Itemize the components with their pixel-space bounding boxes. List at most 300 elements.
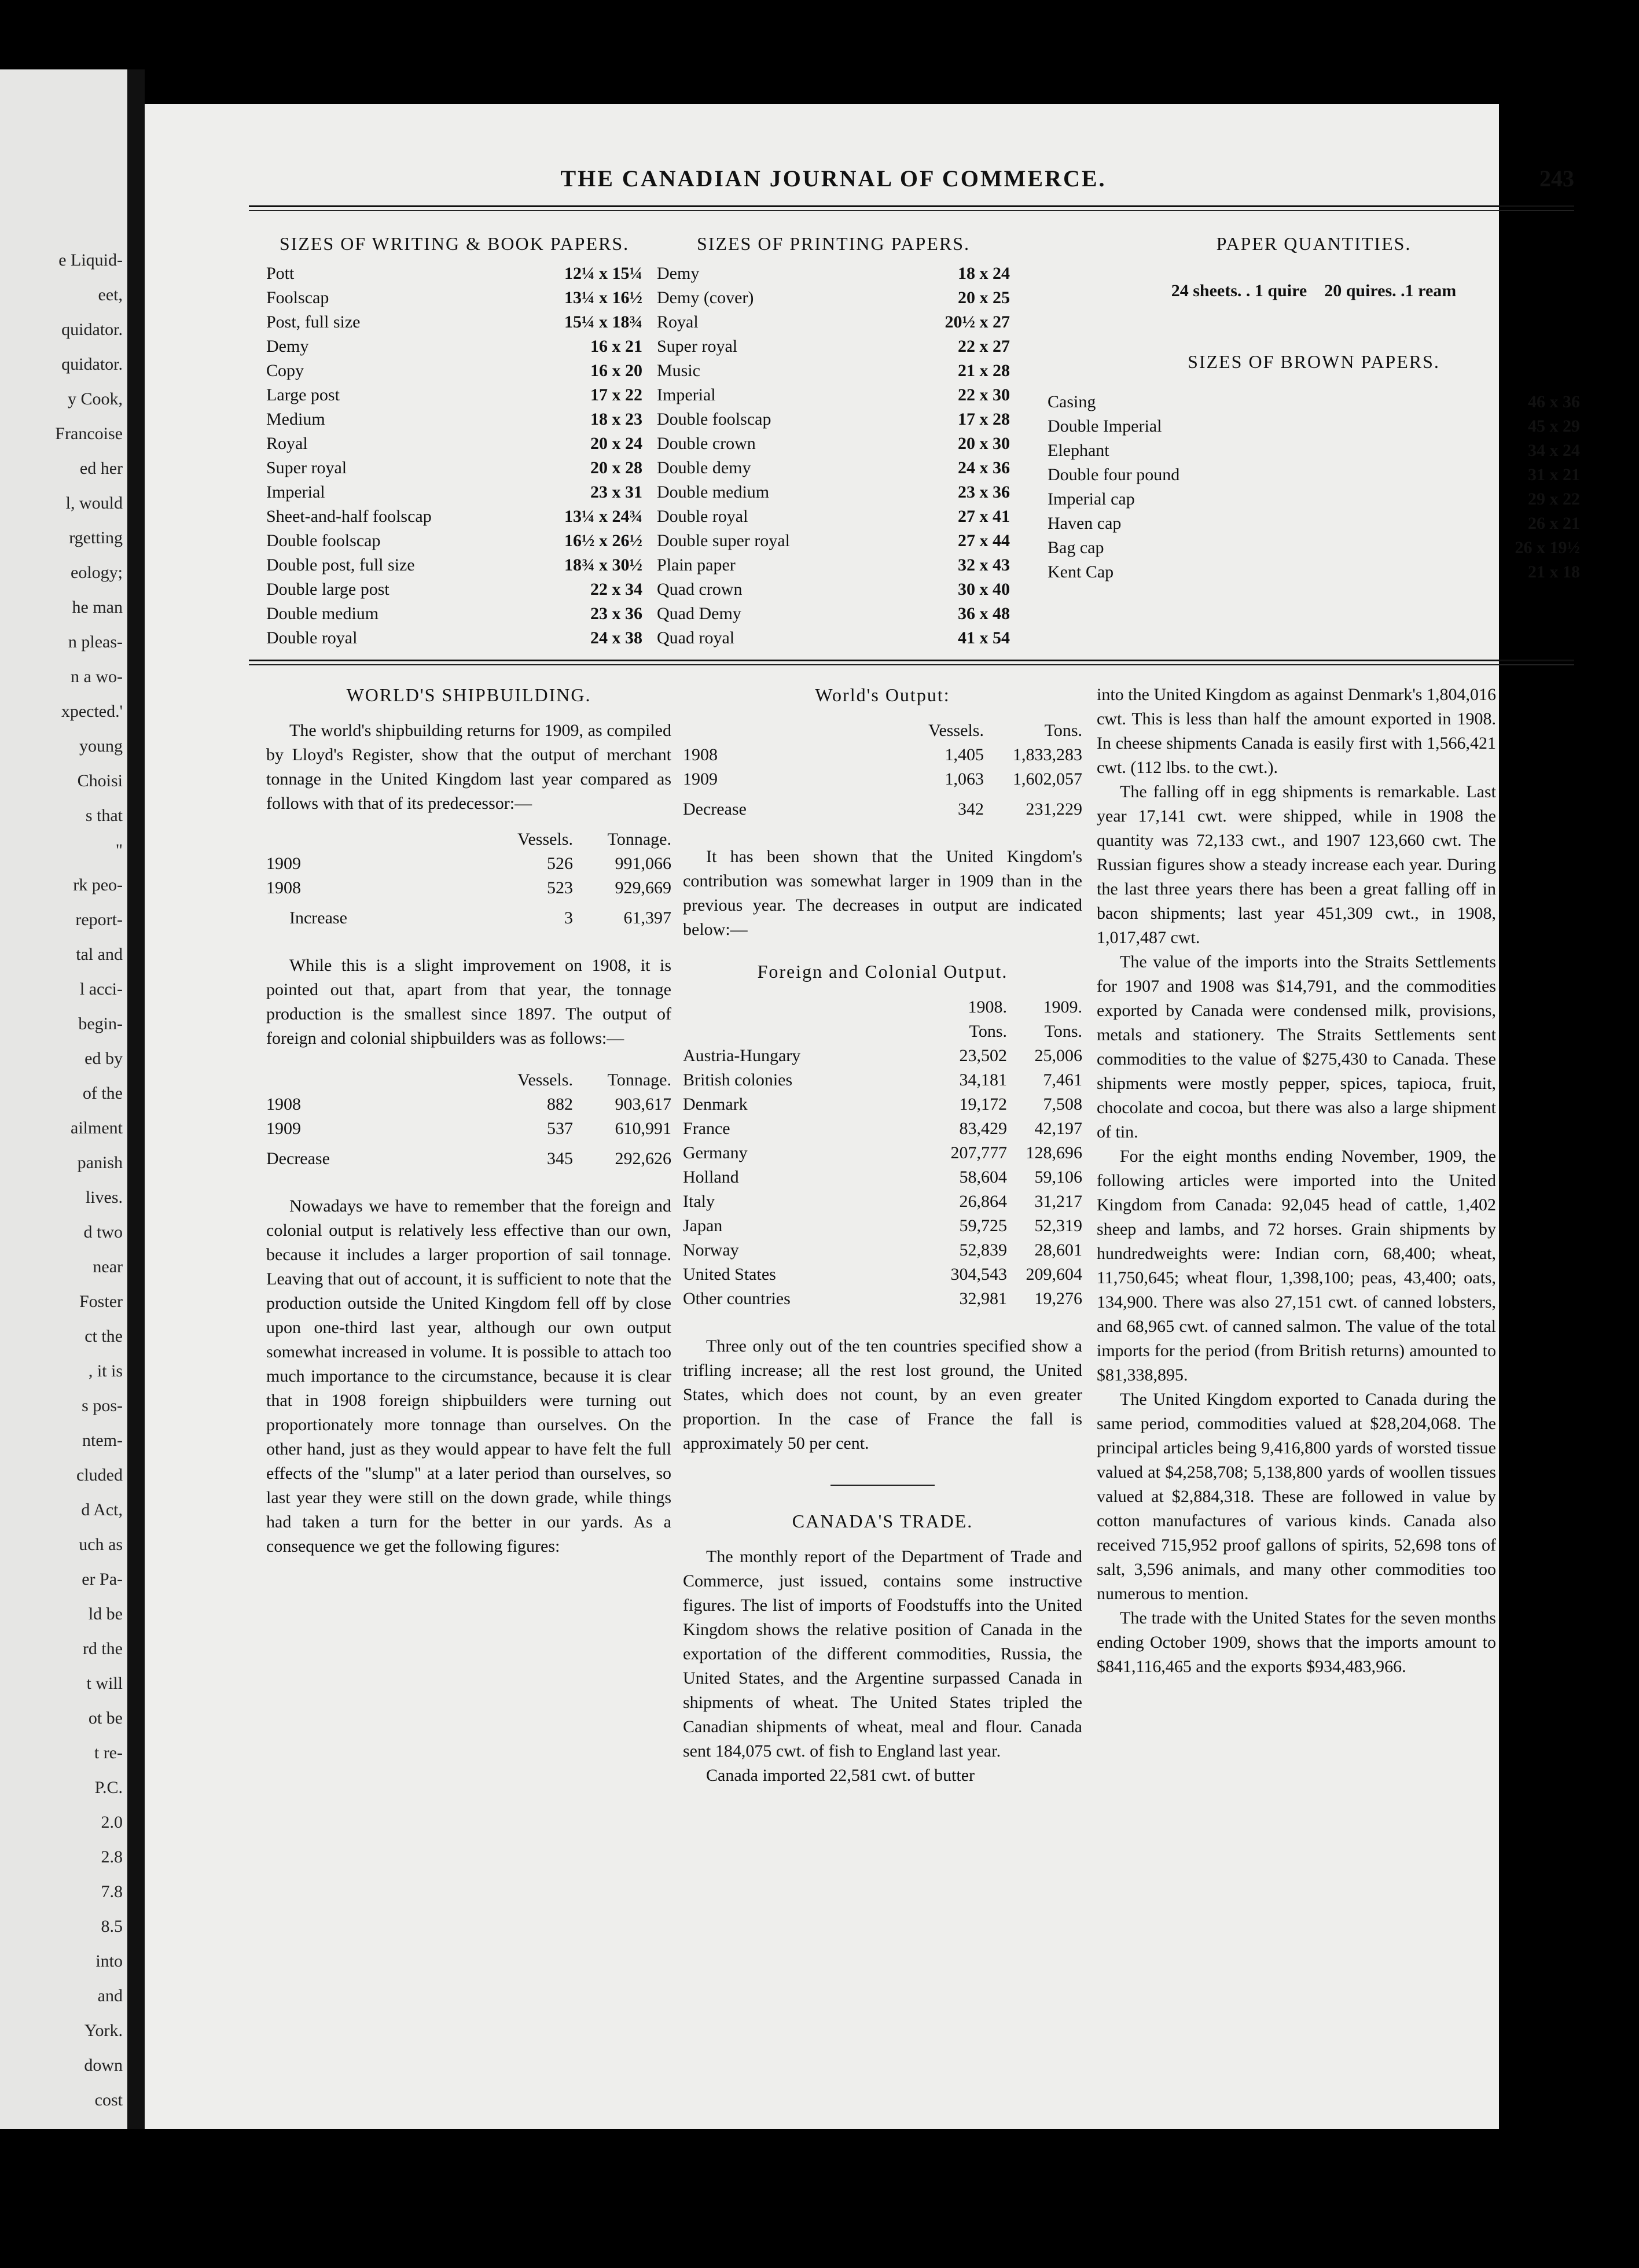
- row-value: 23,502: [959, 1046, 1007, 1065]
- size-dimensions: 31 x 21: [1528, 465, 1580, 484]
- size-dimensions: 20 x 30: [958, 434, 1010, 453]
- size-dimensions: 17 x 22: [590, 385, 642, 404]
- size-dimensions: 16½ x 26½: [564, 531, 642, 550]
- worlds-output-table: [683, 719, 1082, 822]
- col-head: 1908.: [968, 997, 1007, 1017]
- edge-line: near: [93, 1257, 123, 1276]
- size-row: [266, 407, 642, 432]
- size-dimensions: 21 x 18: [1528, 562, 1580, 581]
- size-name: Pott: [266, 264, 295, 283]
- row-value: 1,063: [945, 770, 984, 789]
- table-row: [683, 1092, 1082, 1117]
- edge-line: tal and: [76, 945, 123, 964]
- edge-line: , it is: [88, 1361, 123, 1380]
- size-name: Demy (cover): [657, 288, 754, 307]
- size-row: [657, 334, 1010, 359]
- shipbuilding-title: WORLD'S SHIPBUILDING.: [346, 684, 591, 705]
- size-row: [1048, 531, 1580, 555]
- size-name: Sheet-and-half foolscap: [266, 507, 432, 526]
- row-label: Denmark: [683, 1095, 748, 1114]
- size-row: [657, 286, 1010, 310]
- edge-line: he man: [72, 598, 123, 617]
- row-value: 207,777: [950, 1143, 1007, 1162]
- size-dimensions: 36 x 48: [958, 604, 1010, 623]
- size-row: [657, 407, 1010, 432]
- trade-para-2: Canada imported 22,581 cwt. of butter: [706, 1766, 975, 1785]
- row-value: 28,601: [1034, 1240, 1082, 1260]
- paper-quantities-title: PAPER QUANTITIES.: [1216, 233, 1412, 254]
- size-dimensions: 18¾ x 30½: [564, 555, 642, 575]
- edge-line: quidator.: [61, 355, 123, 374]
- row-value: 929,669: [615, 878, 671, 897]
- foreign-output-table: [266, 1068, 671, 1171]
- edge-line: ct the: [84, 1327, 123, 1346]
- size-name: Quad Demy: [657, 604, 741, 623]
- row-value: 19,172: [959, 1095, 1007, 1114]
- edge-line: e Liquid-: [58, 251, 123, 270]
- size-name: Copy: [266, 361, 304, 380]
- table-row: [683, 1165, 1082, 1190]
- edge-line: d Act,: [81, 1500, 123, 1519]
- row-label: Japan: [683, 1216, 723, 1235]
- size-dimensions: 24 x 36: [958, 458, 1010, 477]
- row-label: 1908: [266, 878, 301, 897]
- edge-line: P.C.: [94, 1778, 123, 1797]
- journal-page: [145, 104, 1580, 2129]
- row-value: 345: [547, 1149, 573, 1168]
- row-value: 59,725: [959, 1216, 1007, 1235]
- row-value: 1,602,057: [1013, 770, 1082, 789]
- size-name: Haven cap: [1048, 514, 1122, 533]
- worlds-output-title: World's Output:: [815, 684, 950, 705]
- col-head: Vessels.: [517, 1070, 573, 1089]
- row-value: 1,833,283: [1013, 745, 1082, 764]
- adjacent-page-text: [0, 243, 127, 2118]
- row-value: 52,319: [1034, 1216, 1082, 1235]
- row-value: 991,066: [615, 854, 671, 873]
- size-name: Super royal: [657, 337, 738, 356]
- size-dimensions: 26 x 21: [1528, 514, 1580, 533]
- size-row: [657, 262, 1010, 286]
- size-name: Double foolscap: [657, 410, 771, 429]
- size-name: Imperial cap: [1048, 489, 1135, 509]
- row-value: 209,604: [1026, 1265, 1082, 1284]
- size-row: [657, 456, 1010, 480]
- col-head: Tonnage.: [607, 830, 671, 849]
- size-dimensions: 22 x 34: [590, 580, 642, 599]
- edge-line: rgetting: [69, 528, 123, 547]
- col-head: Tonnage.: [607, 1070, 671, 1089]
- edge-line: 7.8: [101, 1882, 123, 1901]
- row-value: 304,543: [950, 1265, 1007, 1284]
- size-dimensions: 12¼ x 15¼: [564, 264, 642, 283]
- size-name: Plain paper: [657, 555, 736, 575]
- size-row: [1048, 458, 1580, 483]
- edge-line: lives.: [85, 1188, 123, 1207]
- edge-line: l, would: [65, 494, 123, 513]
- journal-title: THE CANADIAN JOURNAL OF COMMERCE.: [560, 165, 1107, 192]
- size-name: Demy: [657, 264, 700, 283]
- size-row: [266, 480, 642, 505]
- edge-line: young: [79, 737, 123, 756]
- edge-line: y Cook,: [67, 389, 123, 408]
- size-row: [266, 262, 642, 286]
- size-row: [657, 529, 1010, 553]
- size-row: [266, 505, 642, 529]
- size-row: [266, 286, 642, 310]
- size-name: Quad royal: [657, 628, 735, 647]
- edge-line: rd the: [82, 1639, 123, 1658]
- size-row: [657, 505, 1010, 529]
- col-head: 1909.: [1043, 997, 1082, 1017]
- table-row: [683, 1044, 1082, 1068]
- size-row: [266, 383, 642, 407]
- adjacent-page-edge: [0, 69, 127, 2129]
- size-row: [266, 310, 642, 334]
- size-name: Double medium: [266, 604, 379, 623]
- size-row: [657, 383, 1010, 407]
- header-rule: [249, 205, 1574, 207]
- edge-line: xpected.': [61, 702, 123, 721]
- col-head: Vessels.: [517, 830, 573, 849]
- row-value: 537: [547, 1119, 573, 1138]
- size-row: [657, 602, 1010, 626]
- edge-line: s pos-: [82, 1396, 123, 1415]
- edge-line: n pleas-: [68, 632, 123, 651]
- size-name: Double demy: [657, 458, 751, 477]
- size-row: [266, 432, 642, 456]
- edge-line: ed by: [84, 1049, 123, 1068]
- printing-papers-title: SIZES OF PRINTING PAPERS.: [696, 233, 971, 254]
- size-row: [657, 432, 1010, 456]
- page-gutter: [127, 69, 145, 2129]
- brown-papers-title: SIZES OF BROWN PAPERS.: [1188, 351, 1440, 372]
- size-name: Double post, full size: [266, 555, 415, 575]
- uk-output-table: [266, 827, 671, 930]
- table-row: [266, 876, 671, 900]
- row-value: 32,981: [959, 1289, 1007, 1308]
- size-row: [657, 577, 1010, 602]
- shipbuilding-column: [266, 683, 671, 1559]
- row-label: Norway: [683, 1240, 739, 1260]
- row-value: 292,626: [615, 1149, 671, 1168]
- section-rule-thin: [249, 664, 1574, 665]
- edge-line: cluded: [76, 1466, 123, 1485]
- section-rule: [249, 660, 1574, 661]
- size-name: Double large post: [266, 580, 389, 599]
- size-name: Super royal: [266, 458, 347, 477]
- size-name: Double royal: [266, 628, 358, 647]
- edge-line: er Pa-: [82, 1570, 123, 1589]
- output-para-2: Three only out of the ten countries specified show a trifling increase; all the rest lost ground, the United States, which does not count, by an even greater proportion. In the case of France the fall is approximately 50 per cent.: [683, 1337, 1082, 1453]
- trade-para-8: The trade with the United States for the seven months ending October 1909, shows that the imports amount to $841,116,465 and the exports $934,483,966.: [1097, 1608, 1496, 1676]
- col-unit: Tons.: [1044, 1022, 1082, 1041]
- edge-line: and: [97, 1986, 123, 2005]
- row-value: 26,864: [959, 1192, 1007, 1211]
- col-unit: Tons.: [969, 1022, 1007, 1041]
- row-value: 128,696: [1026, 1143, 1082, 1162]
- row-value: 610,991: [615, 1119, 671, 1138]
- edge-line: uch as: [79, 1535, 123, 1554]
- row-value: 523: [547, 878, 573, 897]
- row-value: 231,229: [1026, 800, 1082, 819]
- row-label: British colonies: [683, 1070, 793, 1089]
- header-rule-thin: [249, 210, 1574, 211]
- row-value: 58,604: [959, 1168, 1007, 1187]
- row-value: 882: [547, 1095, 573, 1114]
- row-label: United States: [683, 1265, 776, 1284]
- size-name: Double crown: [657, 434, 756, 453]
- printing-papers-table: [657, 231, 1010, 650]
- size-dimensions: 22 x 27: [958, 337, 1010, 356]
- table-row: [683, 1141, 1082, 1165]
- edge-line: t re-: [94, 1743, 123, 1762]
- edge-line: ld be: [88, 1604, 123, 1623]
- size-name: Double medium: [657, 483, 770, 502]
- edge-line: report-: [75, 910, 123, 929]
- foreign-colonial-title: Foreign and Colonial Output.: [757, 961, 1008, 982]
- row-value: 42,197: [1034, 1119, 1082, 1138]
- edge-line: York.: [84, 2021, 123, 2040]
- article-divider: [830, 1485, 935, 1486]
- table-row: [266, 1092, 671, 1117]
- size-dimensions: 18 x 24: [958, 264, 1010, 283]
- table-row: [683, 1117, 1082, 1141]
- running-header: [255, 165, 1574, 192]
- paper-quantities-line: 24 sheets. . 1 quire 20 quires. .1 ream: [1171, 281, 1457, 300]
- size-name: Casing: [1048, 392, 1096, 411]
- output-para-1: It has been shown that the United Kingdom's contribution was somewhat larger in 1909 than in the previous year. The decreases in output are indicated below:—: [683, 847, 1082, 939]
- edge-line: quidator.: [61, 320, 123, 339]
- size-name: Post, full size: [266, 312, 361, 332]
- row-label: Other countries: [683, 1289, 791, 1308]
- size-dimensions: 26 x 19½: [1515, 538, 1580, 557]
- table-row: [683, 743, 1082, 767]
- trade-para-6: For the eight months ending November, 1909, the following articles were imported into the United Kingdom from Canada: 92,045 head of cattle, 1,402 sheep and lambs, and 72 horses. Grain shipments by hundredweights were: Indian corn, 68,400; wheat, 11,750,645; wheat flour, 1,398,100; peas, 43,400; oats, 134,900. There was also 27,151 cwt. of canned lobsters, and 68,965 cwt. of canned salmon. The value of the total imports for the period (from British returns) amounted to $81,338,895.: [1097, 1147, 1496, 1385]
- size-row: [1048, 434, 1580, 458]
- row-label: Decrease: [266, 1149, 330, 1168]
- size-dimensions: 13¼ x 24¾: [564, 507, 642, 526]
- writing-papers-title: SIZES OF WRITING & BOOK PAPERS.: [279, 233, 630, 254]
- size-dimensions: 13¼ x 16½: [564, 288, 642, 307]
- size-row: [266, 626, 642, 650]
- size-dimensions: 16 x 20: [590, 361, 642, 380]
- output-column: [683, 683, 1082, 1788]
- size-name: Double foolscap: [266, 531, 381, 550]
- size-row: [266, 553, 642, 577]
- size-name: Imperial: [657, 385, 716, 404]
- shipbuilding-para-2: While this is a slight improvement on 1908, it is pointed out that, apart from that year, the tonnage production is the smallest since 1897. The output of foreign and colonial shipbuilders was as follows:—: [266, 956, 671, 1048]
- edge-line: l acci-: [79, 980, 123, 999]
- size-name: Demy: [266, 337, 309, 356]
- row-value: 31,217: [1034, 1192, 1082, 1211]
- row-label: Germany: [683, 1143, 748, 1162]
- row-label: France: [683, 1119, 730, 1138]
- row-value: 61,397: [623, 908, 671, 927]
- trade-para-5: The value of the imports into the Straits Settlements for 1907 and 1908 was $14,791, and the commodities exported by Canada were condensed milk, provisions, metals and stationery. The Straits Settlements sent commodities to the value of $275,430 to Canada. These shipments were mostly pepper, spices, tapioca, fruit, chocolate and cocoa, but there was also a large shipment of tin.: [1097, 952, 1496, 1142]
- size-row: [657, 626, 1010, 650]
- foreign-colonial-table: [683, 995, 1082, 1311]
- size-row: [657, 310, 1010, 334]
- table-row: [683, 1287, 1082, 1311]
- edge-line: 2.0: [101, 1813, 123, 1832]
- shipbuilding-para-1: The world's shipbuilding returns for 1909, as compiled by Lloyd's Register, show that the output of merchant tonnage in the United Kingdom last year compared as follows with that of its predecessor:—: [266, 721, 671, 813]
- size-row: [266, 359, 642, 383]
- table-row: [266, 1117, 671, 1141]
- row-value: 7,461: [1043, 1070, 1082, 1089]
- edge-line: ntem-: [82, 1431, 123, 1450]
- size-name: Double Imperial: [1048, 417, 1162, 436]
- size-dimensions: 18 x 23: [590, 410, 642, 429]
- edge-line: down: [84, 2056, 123, 2075]
- size-dimensions: 45 x 29: [1528, 417, 1580, 436]
- size-row: [266, 577, 642, 602]
- size-dimensions: 41 x 54: [958, 628, 1010, 647]
- row-label: Holland: [683, 1168, 739, 1187]
- size-dimensions: 30 x 40: [958, 580, 1010, 599]
- size-dimensions: 20 x 24: [590, 434, 642, 453]
- row-label: Italy: [683, 1192, 715, 1211]
- size-name: Double super royal: [657, 531, 790, 550]
- size-row: [1048, 410, 1580, 434]
- size-row: [657, 359, 1010, 383]
- size-dimensions: 46 x 36: [1528, 392, 1580, 411]
- size-dimensions: 29 x 22: [1528, 489, 1580, 509]
- row-value: 83,429: [959, 1119, 1007, 1138]
- size-row: [1048, 483, 1580, 507]
- edge-line: ot be: [88, 1709, 123, 1728]
- size-row: [1048, 555, 1580, 580]
- row-value: 19,276: [1034, 1289, 1082, 1308]
- size-name: Kent Cap: [1048, 562, 1114, 581]
- edge-line: Foster: [79, 1292, 123, 1311]
- row-label: Decrease: [683, 800, 747, 819]
- size-dimensions: 20 x 25: [958, 288, 1010, 307]
- row-value: 7,508: [1043, 1095, 1082, 1114]
- canadas-trade-title: CANADA'S TRADE.: [792, 1511, 973, 1531]
- size-row: [657, 553, 1010, 577]
- edge-line: panish: [77, 1153, 123, 1172]
- col-head: Vessels.: [928, 721, 984, 740]
- edge-line: eology;: [71, 563, 123, 582]
- size-dimensions: 24 x 38: [590, 628, 642, 647]
- size-row: [1048, 385, 1580, 410]
- table-row: [266, 852, 671, 876]
- size-dimensions: 15¼ x 18¾: [564, 312, 642, 332]
- size-dimensions: 16 x 21: [590, 337, 642, 356]
- size-name: Elephant: [1048, 441, 1109, 460]
- size-dimensions: 23 x 31: [590, 483, 642, 502]
- row-label: Increase: [289, 908, 347, 927]
- table-row: [683, 1190, 1082, 1214]
- size-name: Imperial: [266, 483, 325, 502]
- size-dimensions: 21 x 28: [958, 361, 1010, 380]
- size-dimensions: 17 x 28: [958, 410, 1010, 429]
- row-value: 52,839: [959, 1240, 1007, 1260]
- size-name: Royal: [657, 312, 699, 332]
- size-dimensions: 32 x 43: [958, 555, 1010, 575]
- size-row: [1048, 507, 1580, 531]
- row-value: 25,006: [1034, 1046, 1082, 1065]
- size-row: [657, 480, 1010, 505]
- size-dimensions: 20½ x 27: [945, 312, 1010, 332]
- edge-line: begin-: [78, 1014, 123, 1033]
- trade-column: [1097, 683, 1496, 1679]
- table-row: [683, 1238, 1082, 1262]
- row-label: 1909: [266, 854, 301, 873]
- trade-para-3: into the United Kingdom as against Denmark's 1,804,016 cwt. This is less than half the amount exported in 1908. In cheese shipments Canada is easily first with 1,566,421 cwt. (112 lbs. to the cwt.).: [1097, 685, 1496, 777]
- size-row: [266, 602, 642, 626]
- edge-line: d two: [83, 1223, 123, 1242]
- table-row: [683, 1068, 1082, 1092]
- size-name: Double four pound: [1048, 465, 1180, 484]
- row-value: 59,106: [1034, 1168, 1082, 1187]
- edge-line: Francoise: [55, 424, 123, 443]
- table-row: [683, 1262, 1082, 1287]
- row-value: 903,617: [615, 1095, 671, 1114]
- size-dimensions: 23 x 36: [958, 483, 1010, 502]
- writing-papers-table: [266, 231, 642, 650]
- row-value: 342: [958, 800, 984, 819]
- row-value: 526: [547, 854, 573, 873]
- size-dimensions: 20 x 28: [590, 458, 642, 477]
- row-value: 1,405: [945, 745, 984, 764]
- edge-line: t will: [86, 1674, 123, 1693]
- table-row: [683, 1214, 1082, 1238]
- edge-line: 2.8: [101, 1847, 123, 1866]
- size-name: Double royal: [657, 507, 748, 526]
- size-row: [266, 456, 642, 480]
- size-dimensions: 23 x 36: [590, 604, 642, 623]
- row-label: 1909: [266, 1119, 301, 1138]
- size-dimensions: 34 x 24: [1528, 441, 1580, 460]
- edge-line: rk peo-: [73, 875, 123, 894]
- size-name: Medium: [266, 410, 325, 429]
- edge-line: 8.5: [101, 1917, 123, 1936]
- size-name: Royal: [266, 434, 308, 453]
- edge-line: ailment: [71, 1118, 123, 1137]
- shipbuilding-para-3: Nowadays we have to remember that the foreign and colonial output is relatively less effective than our own, because it includes a larger proportion of sail tonnage. Leaving that out of account, it is sufficient to note that the production outside the United Kingdom fell off by close upon one-third last year, although our own output somewhat increased in volume. It is possible to attach too much importance to the circumstance, because it is clear that in 1908 foreign shipbuilders were turning out proportionately more tonnage than ourselves. On the other hand, just as they would appear to have felt the full effects of the "slump" at a later period than ourselves, so last year they were still on the down grade, while things had taken a turn for the better in our yards. As a consequence we get the following figures:: [266, 1196, 671, 1556]
- trade-para-7: The United Kingdom exported to Canada during the same period, commodities valued at $28,204,068. The principal articles being 9,416,800 yards of worsted tissue valued at $4,258,708; 5,138,800 yards of woollen tissues valued at $2,884,318. These are followed in value by cotton manufactures of various kinds. Canada also received 715,952 proof gallons of spirits, 52,698 tons of salt, 3,596 animals, and many other commodities too numerous to mention.: [1097, 1390, 1496, 1603]
- size-name: Bag cap: [1048, 538, 1104, 557]
- edge-line: n a wo-: [71, 667, 123, 686]
- table-row: [683, 767, 1082, 791]
- edge-line: ": [115, 841, 123, 860]
- size-row: [266, 529, 642, 553]
- size-dimensions: 27 x 41: [958, 507, 1010, 526]
- trade-para-1: The monthly report of the Department of Trade and Commerce, just issued, contains some instructive figures. The list of imports of Foodstuffs into the United Kingdom shows the relative position of Canada in the exportation of the different commodities, Russia, the United States, and the Argentine surpassed Canada in shipments of wheat. The United States tripled the Canadian shipments of wheat, meal and flour. Canada sent 184,075 cwt. of fish to England last year.: [683, 1547, 1082, 1761]
- edge-line: eet,: [98, 285, 123, 304]
- size-row: [266, 334, 642, 359]
- edge-line: of the: [82, 1084, 123, 1103]
- edge-line: Choisi: [77, 771, 123, 790]
- size-name: Music: [657, 361, 700, 380]
- row-label: 1908: [683, 745, 718, 764]
- trade-para-4: The falling off in egg shipments is remarkable. Last year 17,141 cwt. were shipped, while in 1908 the quantity was 72,133 cwt., and 1907 123,660 cwt. The Russian figures show a steady increase each year. During the last three years there has been a great falling off in bacon shipments; last year 451,309 cwt., in 1908, 1,017,487 cwt.: [1097, 782, 1496, 947]
- row-value: 3: [564, 908, 573, 927]
- row-value: 34,181: [959, 1070, 1007, 1089]
- col-head: Tons.: [1044, 721, 1082, 740]
- size-dimensions: 27 x 44: [958, 531, 1010, 550]
- edge-line: cost: [94, 2090, 123, 2109]
- size-name: Foolscap: [266, 288, 329, 307]
- row-label: Austria-Hungary: [683, 1046, 801, 1065]
- edge-line: ed her: [79, 459, 123, 478]
- edge-line: into: [95, 1952, 123, 1971]
- edge-line: s that: [85, 806, 123, 825]
- size-name: Quad crown: [657, 580, 743, 599]
- size-name: Large post: [266, 385, 340, 404]
